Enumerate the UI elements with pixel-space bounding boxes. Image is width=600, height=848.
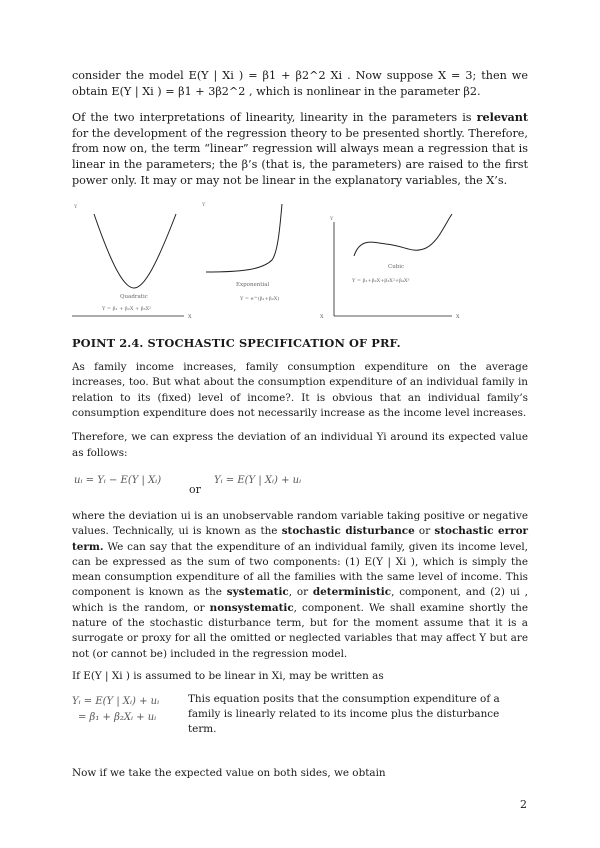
- text-run: Of the two interpretations of linearity, linearity in the parameters is: [72, 111, 477, 125]
- exponential-x-label: X: [320, 314, 324, 321]
- text-run: , or: [288, 586, 313, 599]
- block-equation-line-1: Yᵢ = E(Y | Xᵢ) + uᵢ: [72, 696, 160, 708]
- text-run: where the deviation ui is an unobservable random variable taking positive or negative values. Technically, ui is known as the: [72, 509, 528, 538]
- figure-row: [72, 196, 528, 322]
- deviation-paragraph: Therefore, we can express the deviation of an individual Yi around its expected value as follows:: [72, 431, 528, 459]
- exponential-equation: Y = e^(β₁+β₂X): [240, 296, 280, 303]
- page-number: 2: [520, 798, 527, 811]
- exponential-figure: [200, 196, 324, 320]
- equation-stochastic: Yᵢ = E(Y | Xᵢ) + uᵢ: [214, 474, 302, 486]
- equation-or: or: [189, 482, 201, 496]
- quadratic-figure: [72, 196, 196, 320]
- bold-deterministic: deterministic: [312, 586, 392, 599]
- disturbance-paragraph: [72, 509, 528, 662]
- text-run: for the development of the regression theory to be presented shortly. Therefore, from now on, the term “linear” regression will always mean a regression that is linear in the parameters; the β’s (that is, the parameters) are raised to the first power only. It may or may not be linear in the explanatory variables, the X’s.: [72, 126, 528, 187]
- block-equation-line-2: = β₁ + β₂Xᵢ + uᵢ: [78, 712, 157, 724]
- cubic-y-label: Y: [330, 216, 334, 223]
- bold-nonsystematic: nonsystematic: [209, 601, 294, 614]
- exponential-curve: [206, 204, 282, 272]
- quadratic-y-label: Y: [74, 204, 78, 211]
- income-paragraph: As family income increases, family consumption expenditure on the average increases, too. But what about the consumption expenditure of an individual family in relation to its (fixed) level of income?. It is obvious that an individual family’s consumption expenditure does not necessarily increase as the income level increases.: [72, 361, 528, 420]
- intro-paragraph: consider the model E(Y | Xi ) = β1 + β2^2 Xi . Now suppose X = 3; then we obtain E(Y | Xi ) = β1 + 3β2^2 , which is nonlinear in the parameter β2.: [72, 69, 528, 98]
- linearity-paragraph: [72, 110, 528, 188]
- text-run: , component. We shall examine shortly the nature of the stochastic disturbance term, but for the moment assume that it is a surrogate or proxy for all the omitted or neglected variables that may affect Y but are not (or cannot be) included in the regression model.: [72, 601, 529, 660]
- block-equations: [72, 694, 184, 726]
- quadratic-label: Quadratic: [120, 294, 148, 301]
- block-explanation: This equation posits that the consumption expenditure of a family is linearly related to its income plus the disturbance term.: [188, 693, 500, 736]
- text-run: or: [414, 525, 435, 538]
- section-heading: POINT 2.4. STOCHASTIC SPECIFICATION OF PRF.: [72, 336, 401, 351]
- cubic-figure: [328, 196, 468, 320]
- text-run: We can say that the expenditure of an individual family, given its income level, can be expressed as the sum of two components: (1) E(Y | Xi ), which is simply the mean consumption expenditure of all the families with the same level of income. This component is known as the: [72, 540, 528, 599]
- cubic-curve: [354, 214, 452, 256]
- text-run: , component, and (2) ui , which is the random, or: [72, 586, 528, 614]
- equation-row: [72, 467, 528, 509]
- expected-value-paragraph: Now if we take the expected value on both sides, we obtain: [72, 767, 386, 780]
- cubic-equation: Y = β₁+β₂X+β₃X²+β₄X³: [352, 278, 410, 285]
- body-section: [72, 360, 528, 781]
- quadratic-equation: Y = β₁ + β₂X + β₃X²: [102, 306, 152, 313]
- bold-relevant: relevant: [476, 110, 528, 125]
- equation-block: [72, 690, 528, 752]
- bold-stochastic-error-term: stochastic error term.: [72, 525, 528, 553]
- cubic-label: Cubic: [388, 264, 405, 271]
- bold-systematic: systematic: [226, 586, 289, 599]
- page-content: [72, 68, 528, 782]
- exponential-label: Exponential: [236, 282, 270, 289]
- quadratic-x-label: X: [188, 314, 192, 321]
- quadratic-curve: [94, 214, 176, 288]
- cubic-x-label: X: [456, 314, 460, 321]
- bold-stochastic-disturbance: stochastic disturbance: [281, 525, 415, 538]
- linear-paragraph: If E(Y | Xi ) is assumed to be linear in Xi, may be written as: [72, 669, 384, 682]
- exponential-y-label: Y: [202, 202, 206, 209]
- equation-disturbance: uᵢ = Yᵢ − E(Y | Xᵢ): [74, 474, 162, 486]
